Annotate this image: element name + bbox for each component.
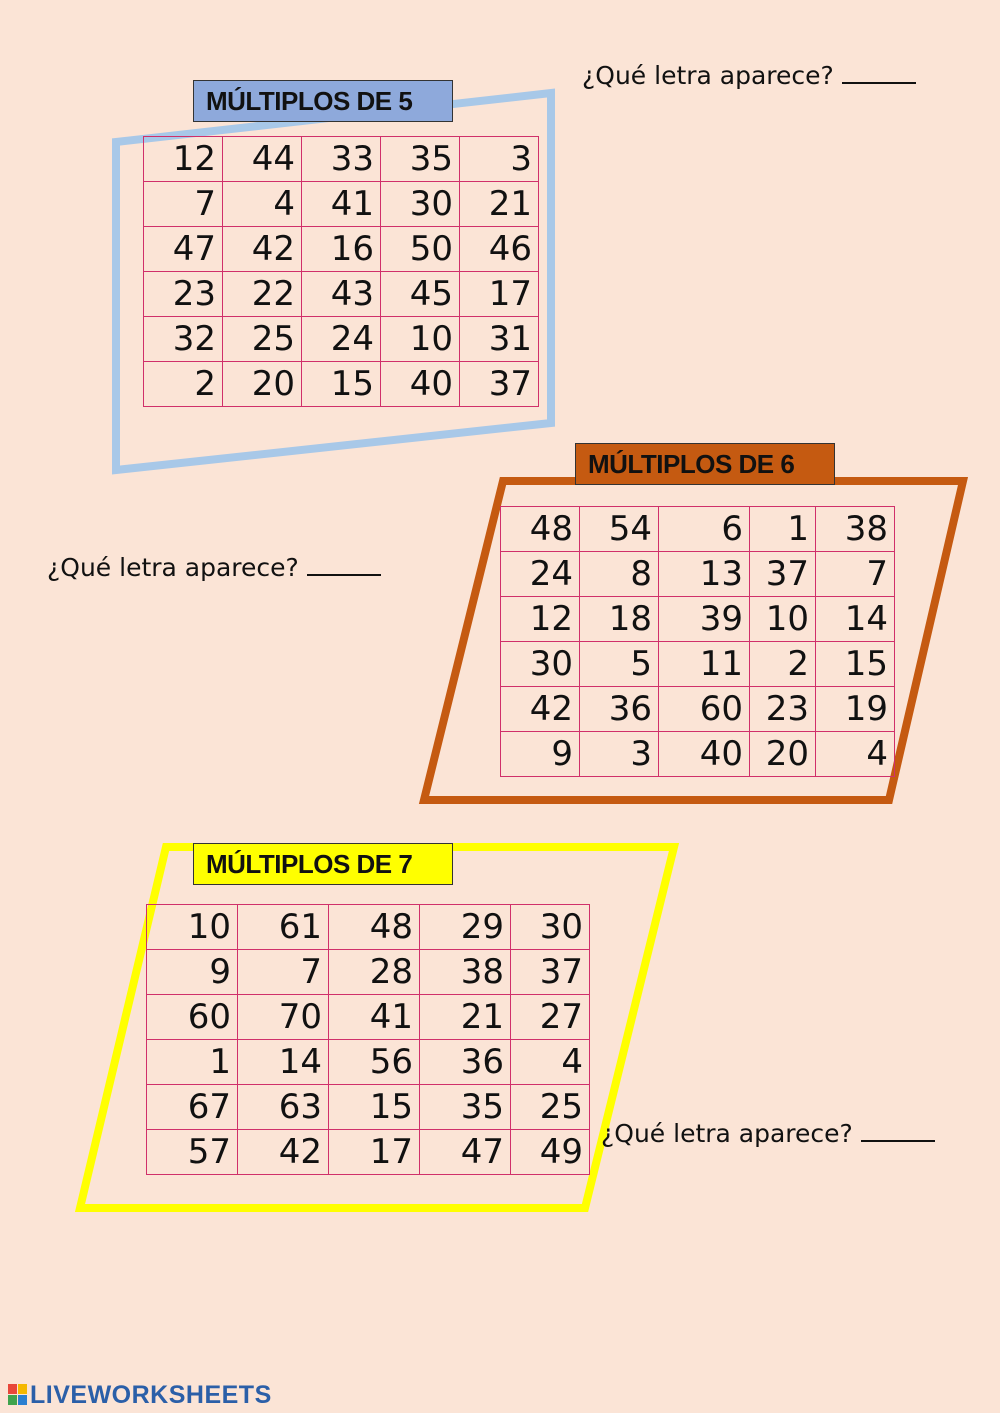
grid-cell[interactable]: 4 [816, 732, 895, 777]
grid-cell[interactable]: 37 [511, 950, 590, 995]
grid-cell[interactable]: 38 [816, 507, 895, 552]
grid-cell[interactable]: 8 [580, 552, 659, 597]
grid-cell[interactable]: 1 [147, 1040, 238, 1085]
grid-cell[interactable]: 47 [420, 1130, 511, 1175]
liveworksheets-icon [8, 1384, 28, 1406]
grid-row [144, 317, 539, 362]
grid-cell[interactable]: 3 [460, 137, 539, 182]
grid-cell[interactable]: 60 [147, 995, 238, 1040]
grid-cell[interactable]: 37 [460, 362, 539, 407]
grid-cell[interactable]: 56 [329, 1040, 420, 1085]
grid-cell[interactable]: 60 [659, 687, 750, 732]
number-grid-7 [146, 904, 590, 1175]
grid-cell[interactable]: 31 [460, 317, 539, 362]
grid-row [147, 905, 590, 950]
grid-cell[interactable]: 33 [302, 137, 381, 182]
grid-cell[interactable]: 11 [659, 642, 750, 687]
answer-blank[interactable] [307, 552, 381, 576]
grid-row [144, 227, 539, 272]
grid-cell[interactable]: 15 [816, 642, 895, 687]
grid-cell[interactable]: 9 [501, 732, 580, 777]
grid-cell[interactable]: 16 [302, 227, 381, 272]
grid-cell[interactable]: 4 [223, 182, 302, 227]
grid-row [501, 642, 895, 687]
question-multiples-6 [47, 552, 381, 582]
grid-cell[interactable]: 13 [659, 552, 750, 597]
grid-row [501, 687, 895, 732]
grid-cell[interactable]: 25 [223, 317, 302, 362]
grid-cell[interactable]: 37 [750, 552, 816, 597]
grid-cell[interactable]: 36 [580, 687, 659, 732]
question-multiples-5 [582, 60, 916, 90]
grid-row [501, 732, 895, 777]
grid-cell[interactable]: 22 [223, 272, 302, 317]
grid-row [144, 137, 539, 182]
grid-cell[interactable]: 6 [659, 507, 750, 552]
grid-cell[interactable]: 28 [329, 950, 420, 995]
grid-cell[interactable]: 48 [501, 507, 580, 552]
grid-cell[interactable]: 17 [460, 272, 539, 317]
title-multiples-6: MÚLTIPLOS DE 6 [575, 443, 835, 485]
grid-cell[interactable]: 39 [659, 597, 750, 642]
grid-cell[interactable]: 1 [750, 507, 816, 552]
grid-cell[interactable]: 9 [147, 950, 238, 995]
grid-row [147, 995, 590, 1040]
grid-cell[interactable]: 70 [238, 995, 329, 1040]
grid-cell[interactable]: 43 [302, 272, 381, 317]
grid-cell[interactable]: 20 [223, 362, 302, 407]
grid-cell[interactable]: 25 [511, 1085, 590, 1130]
grid-cell[interactable]: 61 [238, 905, 329, 950]
grid-row [144, 182, 539, 227]
grid-cell[interactable]: 42 [238, 1130, 329, 1175]
grid-cell[interactable]: 27 [511, 995, 590, 1040]
grid-cell[interactable]: 30 [381, 182, 460, 227]
grid-row [144, 362, 539, 407]
grid-cell[interactable]: 42 [223, 227, 302, 272]
answer-blank[interactable] [861, 1118, 935, 1142]
number-grid-5 [143, 136, 539, 407]
grid-cell[interactable]: 20 [750, 732, 816, 777]
grid-row [147, 1130, 590, 1175]
grid-cell[interactable]: 67 [147, 1085, 238, 1130]
number-grid-6 [500, 506, 895, 777]
grid-cell[interactable]: 24 [302, 317, 381, 362]
title-multiples-5: MÚLTIPLOS DE 5 [193, 80, 453, 122]
grid-cell[interactable]: 5 [580, 642, 659, 687]
grid-cell[interactable]: 36 [420, 1040, 511, 1085]
question-text: ¿Qué letra aparece? [601, 1119, 853, 1148]
grid-row [501, 507, 895, 552]
question-text: ¿Qué letra aparece? [582, 61, 834, 90]
grid-cell[interactable]: 24 [501, 552, 580, 597]
question-text: ¿Qué letra aparece? [47, 553, 299, 582]
grid-cell[interactable]: 3 [580, 732, 659, 777]
grid-cell[interactable]: 23 [750, 687, 816, 732]
grid-cell[interactable]: 21 [460, 182, 539, 227]
grid-cell[interactable]: 41 [329, 995, 420, 1040]
grid-cell[interactable]: 10 [147, 905, 238, 950]
grid-cell[interactable]: 14 [816, 597, 895, 642]
grid-cell[interactable]: 50 [381, 227, 460, 272]
grid-cell[interactable]: 41 [302, 182, 381, 227]
grid-row [147, 950, 590, 995]
grid-cell[interactable]: 42 [501, 687, 580, 732]
grid-cell[interactable]: 40 [381, 362, 460, 407]
grid-cell[interactable]: 15 [329, 1085, 420, 1130]
grid-cell[interactable]: 30 [501, 642, 580, 687]
grid-cell[interactable]: 57 [147, 1130, 238, 1175]
grid-cell[interactable]: 47 [144, 227, 223, 272]
grid-cell[interactable]: 18 [580, 597, 659, 642]
grid-cell[interactable]: 63 [238, 1085, 329, 1130]
grid-cell[interactable]: 21 [420, 995, 511, 1040]
grid-cell[interactable]: 19 [816, 687, 895, 732]
grid-cell[interactable]: 15 [302, 362, 381, 407]
grid-cell[interactable]: 12 [144, 137, 223, 182]
grid-cell[interactable]: 10 [381, 317, 460, 362]
answer-blank[interactable] [842, 60, 916, 84]
logo-text: LIVEWORKSHEETS [30, 1380, 272, 1409]
grid-cell[interactable]: 7 [238, 950, 329, 995]
grid-cell[interactable]: 35 [381, 137, 460, 182]
grid-row [147, 1040, 590, 1085]
grid-cell[interactable]: 7 [816, 552, 895, 597]
grid-cell[interactable]: 49 [511, 1130, 590, 1175]
grid-cell[interactable]: 4 [511, 1040, 590, 1085]
grid-cell[interactable]: 35 [420, 1085, 511, 1130]
grid-cell[interactable]: 10 [750, 597, 816, 642]
grid-cell[interactable]: 12 [501, 597, 580, 642]
grid-cell[interactable]: 14 [238, 1040, 329, 1085]
liveworksheets-logo[interactable] [8, 1380, 272, 1410]
grid-cell[interactable]: 7 [144, 182, 223, 227]
question-multiples-7 [601, 1118, 935, 1148]
grid-cell[interactable]: 32 [144, 317, 223, 362]
grid-cell[interactable]: 46 [460, 227, 539, 272]
grid-cell[interactable]: 45 [381, 272, 460, 317]
grid-cell[interactable]: 40 [659, 732, 750, 777]
grid-cell[interactable]: 2 [144, 362, 223, 407]
grid-cell[interactable]: 30 [511, 905, 590, 950]
grid-cell[interactable]: 48 [329, 905, 420, 950]
grid-cell[interactable]: 2 [750, 642, 816, 687]
grid-cell[interactable]: 17 [329, 1130, 420, 1175]
grid-cell[interactable]: 38 [420, 950, 511, 995]
grid-cell[interactable]: 54 [580, 507, 659, 552]
grid-row [144, 272, 539, 317]
grid-row [501, 597, 895, 642]
grid-row [147, 1085, 590, 1130]
grid-cell[interactable]: 29 [420, 905, 511, 950]
grid-cell[interactable]: 23 [144, 272, 223, 317]
grid-cell[interactable]: 44 [223, 137, 302, 182]
grid-row [501, 552, 895, 597]
title-multiples-7: MÚLTIPLOS DE 7 [193, 843, 453, 885]
